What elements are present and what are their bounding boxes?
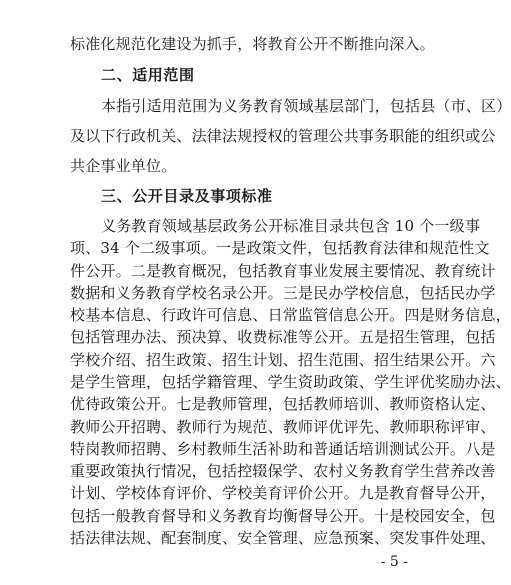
paragraph-line: 重要政策执行情况，包括控辍保学、农村义务教育学生营养改善	[70, 462, 496, 480]
page-number: - 5 -	[380, 554, 408, 570]
paragraph-line: 校基本信息、行政许可信息、日常监管信息公开。四是财务信息，	[70, 306, 511, 324]
paragraph-line: 共企事业单位。	[70, 157, 177, 175]
section-heading-scope: 二、适用范围	[101, 66, 195, 84]
section-heading-catalog: 三、公开目录及事项标准	[101, 187, 273, 205]
paragraph-line: 本指引适用范围为义务教育领域基层部门，包括县（市、区）	[101, 97, 511, 115]
paragraph-line: 特岗教师招聘、乡村教师生活补助和普通话培训测试公开。八是	[70, 440, 496, 458]
paragraph-line: 学校介绍、招生政策、招生计划、招生范围、招生结果公开。六	[70, 351, 496, 369]
paragraph-line: 优待政策公开。七是教师管理，包括教师培训、教师资格认定、	[70, 395, 496, 413]
paragraph-line: 包括管理办法、预决算、收费标准等公开。五是招生管理，包括	[70, 328, 496, 346]
paragraph-line: 教师公开招聘、教师行为规范、教师评优评先、教师职称评审、	[70, 418, 496, 436]
paragraph-line: 计划、学校体育评价、学校美育评价公开。九是教育督导公开，	[70, 484, 496, 502]
paragraph-line: 件公开。二是教育概况，包括教育事业发展主要情况、教育统计	[70, 262, 496, 280]
paragraph-line: 数据和义务教育学校名录公开。三是民办学校信息，包括民办学	[70, 284, 496, 302]
paragraph-line: 包括一般教育督导和义务教育均衡督导公开。十是校园安全，包	[70, 507, 496, 525]
paragraph-line: 项、34 个二级事项。一是政策文件，包括教育法律和规范性文	[70, 239, 490, 257]
paragraph-line: 及以下行政机关、法律法规授权的管理公共事务职能的组织或公	[70, 127, 496, 145]
paragraph-line: 括法律法规、配套制度、安全管理、应急预案、突发事件处理、	[70, 529, 496, 547]
paragraph-line: 标准化规范化建设为抓手，将教育公开不断推向深入。	[70, 35, 435, 53]
paragraph-line: 是学生管理，包括学籍管理、学生资助政策、学生评优奖励办法、	[70, 373, 511, 391]
paragraph-line: 义务教育领域基层政务公开标准目录共包含 10 个一级事	[101, 217, 481, 235]
